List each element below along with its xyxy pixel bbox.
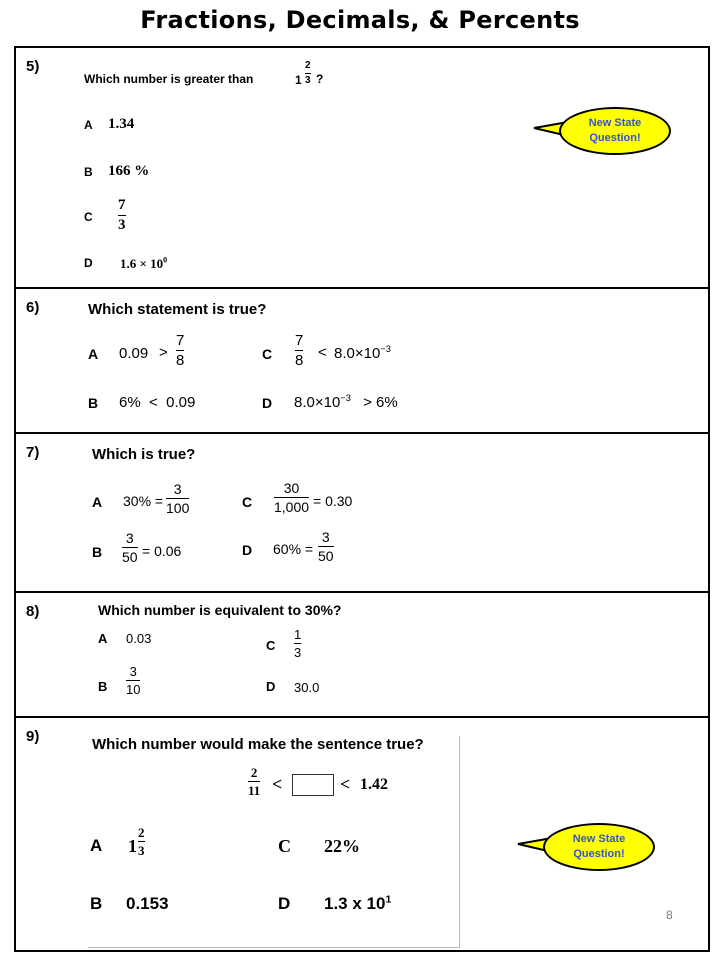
option-c-fraction: 7 8	[295, 332, 304, 369]
option-a-letter: A	[84, 118, 93, 132]
blank-answer-box	[292, 774, 334, 796]
mixed-number-fraction: 2 3	[305, 60, 311, 86]
option-d-value: 1.3 x $10^1$	[324, 893, 392, 913]
inequality-operator-2: <	[340, 774, 351, 794]
question-7-box	[14, 432, 710, 593]
page-title: Fractions, Decimals, & Percents	[140, 6, 580, 34]
option-d-left: 60% =	[273, 541, 314, 557]
question-stem: Which number is equivalent to 30%?	[98, 602, 342, 618]
option-c-letter: C	[278, 836, 291, 856]
option-a-left: 0.09	[119, 345, 149, 362]
question-number: 9)	[26, 728, 40, 745]
question-number: 5)	[26, 58, 40, 75]
option-a-left: 30% =	[123, 493, 164, 509]
option-c-letter: C	[242, 494, 253, 510]
option-d-value: $8.0\times 10^{-3} > 6\%$	[294, 393, 398, 411]
option-c-fraction: 30 1,000	[274, 480, 310, 515]
option-c-fraction: 1 3	[294, 627, 302, 660]
option-b-letter: B	[84, 165, 93, 179]
question-number: 6)	[26, 299, 40, 316]
question-stem: Which is true?	[92, 446, 196, 463]
question-6-box	[14, 287, 710, 434]
question-number: 7)	[26, 444, 40, 461]
stem-question-mark: ?	[316, 72, 324, 86]
option-b-letter: B	[90, 894, 103, 913]
option-d-fraction: 3 50	[318, 529, 334, 564]
option-a-letter: A	[98, 631, 108, 646]
option-b-right: = 0.06	[142, 543, 182, 559]
option-c-letter: C	[262, 346, 273, 362]
stem-text: Which number is greater than	[84, 72, 254, 86]
option-b-letter: B	[88, 395, 99, 411]
page-number: 8	[666, 908, 673, 922]
option-b-fraction: 3 50	[122, 530, 138, 565]
option-d-letter: D	[262, 395, 273, 411]
question-8-box	[14, 591, 710, 718]
option-d-letter: D	[278, 894, 291, 913]
inequality-operator-1: <	[272, 774, 283, 794]
option-a-fraction: 2 3	[138, 825, 145, 858]
option-d-letter: D	[266, 679, 276, 694]
option-d-letter: D	[242, 542, 253, 558]
option-d-value: $1.6 \times 10^0$	[120, 255, 168, 271]
option-c-operator: <	[318, 344, 327, 361]
question-stem	[84, 72, 253, 86]
option-c-letter: C	[266, 638, 276, 653]
mixed-number-whole: 1	[295, 73, 302, 87]
option-c-value: $8.0\times 10^{-3}$	[334, 344, 391, 362]
option-b-fraction: 3 10	[126, 664, 141, 697]
option-a-value: 0.03	[126, 631, 152, 646]
new-state-question-bubble: New State Question!	[543, 823, 655, 871]
option-d-letter: D	[84, 256, 93, 270]
option-a-whole: 1	[128, 836, 137, 856]
question-number: 8)	[26, 603, 40, 620]
option-b-letter: B	[98, 679, 108, 694]
inequality-fraction: 2 11	[248, 765, 261, 798]
question-stem: Which number would make the sentence true?	[92, 736, 424, 753]
question-stem: Which statement is true?	[88, 301, 267, 318]
option-a-fraction: 7 8	[176, 332, 185, 369]
new-state-question-bubble: New State Question!	[559, 107, 671, 155]
option-a-fraction: 3 100	[166, 481, 190, 516]
option-c-value: 22%	[324, 836, 360, 856]
option-a-letter: A	[88, 346, 99, 362]
option-b-value: 6% < 0.09	[119, 394, 196, 411]
inequality-right-value: 1.42	[360, 776, 388, 793]
option-a-letter: A	[92, 494, 103, 510]
question-5-box	[14, 46, 710, 289]
option-a-letter: A	[90, 836, 103, 855]
option-d-value: 30.0	[294, 680, 320, 695]
option-b-letter: B	[92, 544, 103, 560]
option-a-value: 1.34	[108, 116, 135, 132]
option-c-fraction: 7 3	[118, 197, 126, 233]
option-b-value: 166 %	[108, 163, 150, 179]
option-c-letter: C	[84, 210, 93, 224]
option-a-operator: >	[159, 344, 168, 361]
option-c-right: = 0.30	[313, 493, 353, 509]
option-b-value: 0.153	[126, 894, 169, 913]
